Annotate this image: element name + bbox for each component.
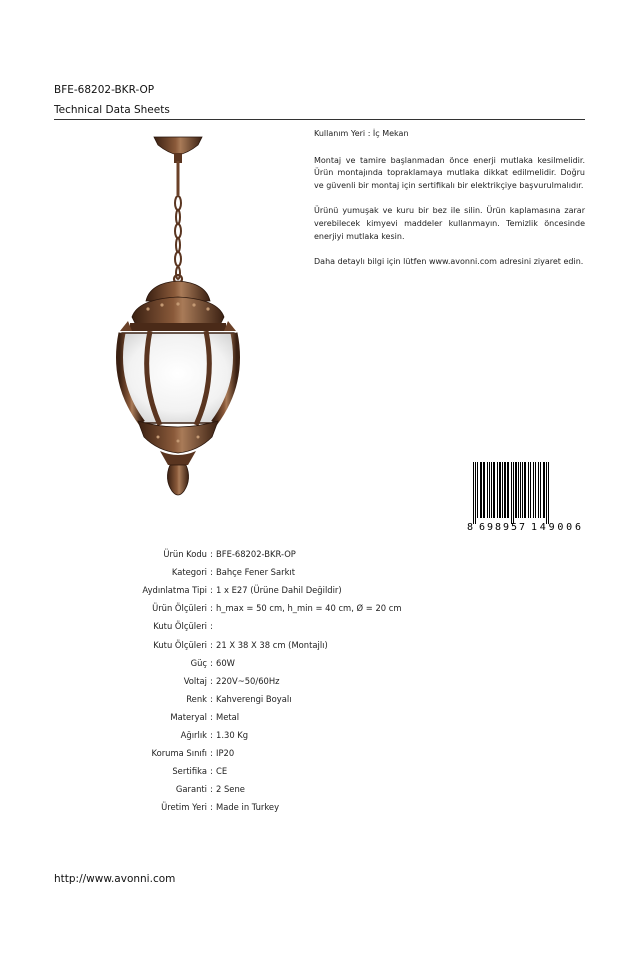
barcode-bar — [477, 462, 478, 518]
spec-label: Üretim Yeri — [161, 802, 207, 813]
spec-value: h_max = 50 cm, h_min = 40 cm, Ø = 20 cm — [216, 603, 402, 614]
barcode-bar — [475, 462, 476, 524]
spec-value: BFE-68202-BKR-OP — [216, 549, 296, 560]
spec-separator: : — [210, 549, 213, 560]
spec-label: Voltaj — [183, 675, 207, 686]
barcode-bar — [518, 462, 519, 518]
barcode-digits-right: 149006 — [531, 522, 581, 532]
spec-label: Materyal — [170, 711, 207, 722]
spec-row — [54, 617, 402, 635]
barcode-bar — [511, 462, 512, 524]
spec-separator: : — [210, 639, 213, 650]
spec-separator: : — [210, 784, 213, 795]
spec-row — [54, 672, 402, 690]
spec-row — [54, 654, 402, 672]
spec-label: Ağırlık — [180, 729, 207, 740]
spec-separator: : — [210, 621, 213, 632]
barcode-bar — [520, 462, 521, 518]
spec-row — [54, 762, 402, 780]
spec-label: Kategori — [171, 567, 207, 578]
barcode-digit-first: 8 — [467, 522, 474, 532]
spec-label: Kutu Ölçüleri — [153, 621, 207, 632]
spec-separator: : — [210, 729, 213, 740]
spec-row — [54, 545, 402, 563]
spec-row — [54, 744, 402, 762]
spec-row — [54, 708, 402, 726]
spec-value: 1 x E27 (Ürüne Dahil Değildir) — [216, 585, 342, 596]
usage-text: Kullanım Yeri : İç Mekan — [314, 129, 409, 138]
barcode-bar — [533, 462, 534, 518]
barcode-bar — [535, 462, 536, 518]
barcode-bar — [528, 462, 529, 518]
barcode-bar — [502, 462, 503, 518]
spec-row — [54, 581, 402, 599]
document-subtitle: Technical Data Sheets — [54, 104, 170, 116]
barcode-bar — [513, 462, 514, 524]
header-divider — [54, 119, 585, 120]
spec-label: Renk — [186, 693, 207, 704]
spec-separator: : — [210, 766, 213, 777]
barcode-bar — [538, 462, 539, 518]
spec-value: 21 X 38 X 38 cm (Montajlı) — [216, 639, 328, 650]
barcode-bar — [530, 462, 531, 518]
spec-value: 60W — [216, 657, 235, 668]
spec-separator: : — [210, 675, 213, 686]
barcode-bar — [543, 462, 545, 518]
spec-value: 2 Sene — [216, 784, 245, 795]
barcode-bar — [499, 462, 501, 518]
barcode-bar — [515, 462, 517, 518]
spec-row — [54, 563, 402, 581]
spec-row — [54, 726, 402, 744]
barcode-bar — [473, 462, 474, 524]
spec-label: Garanti — [175, 784, 207, 795]
barcode-bar — [489, 462, 490, 518]
barcode-bar — [540, 462, 541, 518]
spec-label: Koruma Sınıfı — [151, 748, 207, 759]
website-paragraph: Daha detaylı bilgi için lütfen www.avonni.com adresini ziyaret edin. — [314, 257, 584, 267]
barcode-bar — [507, 462, 509, 518]
barcode-bar — [548, 462, 549, 524]
barcode-bar — [483, 462, 485, 518]
spec-label: Ürün Kodu — [163, 549, 207, 560]
spec-value: Made in Turkey — [216, 802, 280, 813]
spec-value: Bahçe Fener Sarkıt — [216, 567, 296, 578]
spec-separator: : — [210, 748, 213, 759]
spec-label: Sertifika — [172, 766, 207, 777]
spec-separator: : — [210, 585, 213, 596]
barcode-graphic — [467, 462, 585, 532]
spec-label: Aydınlatma Tipi — [142, 585, 207, 596]
spec-value: CE — [216, 766, 228, 777]
barcode-bar — [480, 462, 482, 518]
spec-value: IP20 — [216, 748, 235, 759]
info-section — [314, 128, 585, 282]
barcode-bar — [522, 462, 523, 518]
spec-separator: : — [210, 802, 213, 813]
barcode-digits-left: 698957 — [479, 522, 525, 532]
hanging-lantern-icon — [108, 133, 252, 501]
spec-value: 220V~50/60Hz — [216, 675, 280, 686]
spec-separator: : — [210, 693, 213, 704]
barcode-bar — [546, 462, 547, 524]
spec-value: Metal — [216, 711, 240, 722]
product-code-title: BFE-68202-BKR-OP — [54, 84, 155, 96]
spec-separator: : — [210, 711, 213, 722]
spec-label: Ürün Ölçüleri — [152, 603, 207, 614]
barcode-bar — [524, 462, 526, 518]
barcode-bar — [491, 462, 492, 518]
spec-label: Güç — [190, 657, 207, 668]
barcode-bar — [497, 462, 498, 518]
spec-value: Kahverengi Boyalı — [216, 693, 292, 704]
spec-row — [54, 599, 402, 617]
spec-row — [54, 798, 402, 816]
spec-row — [54, 635, 402, 653]
safety-paragraph: Montaj ve tamire başlanmadan önce enerji mutlaka kesilmelidir. Ürün montajında topraklamaya mutlaka dikkat edilmelidir. Doğru ve güvenli bir montaj için sertifikalı bir elektrikçiye başvurulmalıdır. — [314, 155, 585, 190]
cleaning-paragraph: Ürünü yumuşak ve kuru bir bez ile silin. Ürün kaplamasına zarar verebilecek kimyevi maddeler kullanmayın. Temizlik öncesinde enerjiyi mutlaka kesin. — [314, 206, 585, 241]
spec-value: 1.30 Kg — [216, 729, 249, 740]
barcode-bar — [504, 462, 506, 518]
barcode-bar — [493, 462, 495, 518]
barcode-bar — [487, 462, 488, 518]
spec-row — [54, 780, 402, 798]
spec-separator: : — [210, 603, 213, 614]
website-link[interactable]: http://www.avonni.com — [54, 873, 176, 885]
spec-label: Kutu Ölçüleri — [153, 639, 207, 650]
spec-separator: : — [210, 657, 213, 668]
spec-table — [54, 545, 402, 816]
spec-separator: : — [210, 567, 213, 578]
spec-row — [54, 690, 402, 708]
